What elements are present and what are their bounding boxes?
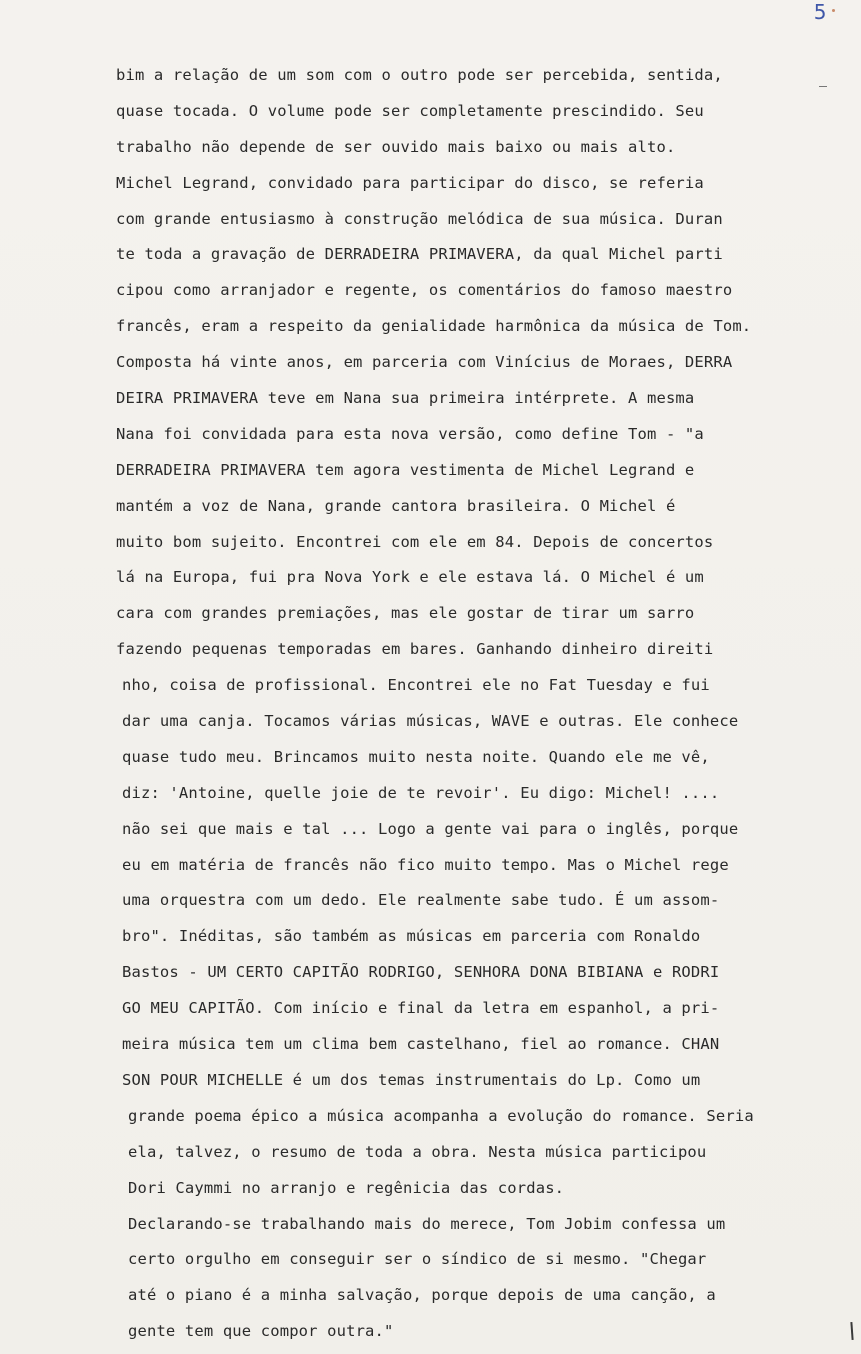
text-line: francês, eram a respeito da genialidade harmônica da música de Tom. xyxy=(116,317,752,336)
text-line: grande poema épico a música acompanha a evolução do romance. Seria xyxy=(128,1106,754,1125)
page-number: 5 xyxy=(813,0,827,24)
text-line: gente tem que compor outra." xyxy=(128,1322,394,1341)
text-line: dar uma canja. Tocamos várias músicas, WAVE e outras. Ele conhece xyxy=(122,712,739,731)
text-line: mantém a voz de Nana, grande cantora brasileira. O Michel é xyxy=(116,496,676,515)
text-line: Bastos - UM CERTO CAPITÃO RODRIGO, SENHORA DONA BIBIANA e RODRI xyxy=(122,963,720,982)
text-line: trabalho não depende de ser ouvido mais baixo ou mais alto. xyxy=(116,137,676,156)
text-line: DEIRA PRIMAVERA teve em Nana sua primeira intérprete. A mesma xyxy=(116,389,695,408)
text-line: Declarando-se trabalhando mais do merece, Tom Jobim confessa um xyxy=(128,1214,726,1233)
text-line: eu em matéria de francês não fico muito tempo. Mas o Michel rege xyxy=(122,855,729,874)
text-line: lá na Europa, fui pra Nova York e ele estava lá. O Michel é um xyxy=(116,568,704,587)
text-line: GO MEU CAPITÃO. Com início e final da letra em espanhol, a pri- xyxy=(122,999,720,1018)
text-line: nho, coisa de profissional. Encontrei ele no Fat Tuesday e fui xyxy=(122,676,710,695)
pen-margin-mark xyxy=(850,1322,853,1340)
text-line: DERRADEIRA PRIMAVERA tem agora vestimenta de Michel Legrand e xyxy=(116,460,695,479)
text-line: uma orquestra com um dedo. Ele realmente sabe tudo. É um assom- xyxy=(122,891,720,910)
text-line: com grande entusiasmo à construção melódica de sua música. Duran xyxy=(116,209,723,228)
text-line: Composta há vinte anos, em parceria com Vinícius de Moraes, DERRA xyxy=(116,353,733,372)
text-line: Michel Legrand, convidado para participar do disco, se referia xyxy=(116,173,704,192)
text-line: SON POUR MICHELLE é um dos temas instrumentais do Lp. Como um xyxy=(122,1070,701,1089)
text-line: muito bom sujeito. Encontrei com ele em 84. Depois de concertos xyxy=(116,532,714,551)
text-line: diz: 'Antoine, quelle joie de te revoir'. Eu digo: Michel! .... xyxy=(122,783,720,802)
text-line: quase tudo meu. Brincamos muito nesta noite. Quando ele me vê, xyxy=(122,747,710,766)
text-line: te toda a gravação de DERRADEIRA PRIMAVERA, da qual Michel parti xyxy=(116,245,723,264)
text-line: certo orgulho em conseguir ser o síndico de si mesmo. "Chegar xyxy=(128,1250,707,1269)
text-line: meira música tem um clima bem castelhano, fiel ao romance. CHAN xyxy=(122,1035,720,1054)
text-line: cipou como arranjador e regente, os comentários do famoso maestro xyxy=(116,281,733,300)
text-line: bim a relação de um som com o outro pode ser percebida, sentida, xyxy=(116,66,723,84)
text-line: ela, talvez, o resumo de toda a obra. Nesta música participou xyxy=(128,1142,707,1161)
text-line: não sei que mais e tal ... Logo a gente vai para o inglês, porque xyxy=(122,819,739,838)
text-line: até o piano é a minha salvação, porque depois de uma canção, a xyxy=(128,1286,716,1305)
text-line: cara com grandes premiações, mas ele gostar de tirar um sarro xyxy=(116,604,695,623)
text-line: Dori Caymmi no arranjo e regênicia das cordas. xyxy=(128,1178,565,1197)
typed-text-body xyxy=(116,58,846,1350)
text-line: bro". Inéditas, são também as músicas em parceria com Ronaldo xyxy=(122,927,701,946)
text-line: quase tocada. O volume pode ser completamente prescindido. Seu xyxy=(116,101,704,120)
text-line: fazendo pequenas temporadas em bares. Ganhando dinheiro direiti xyxy=(116,640,714,659)
text-line: Nana foi convidada para esta nova versão, como define Tom - "a xyxy=(116,424,704,443)
